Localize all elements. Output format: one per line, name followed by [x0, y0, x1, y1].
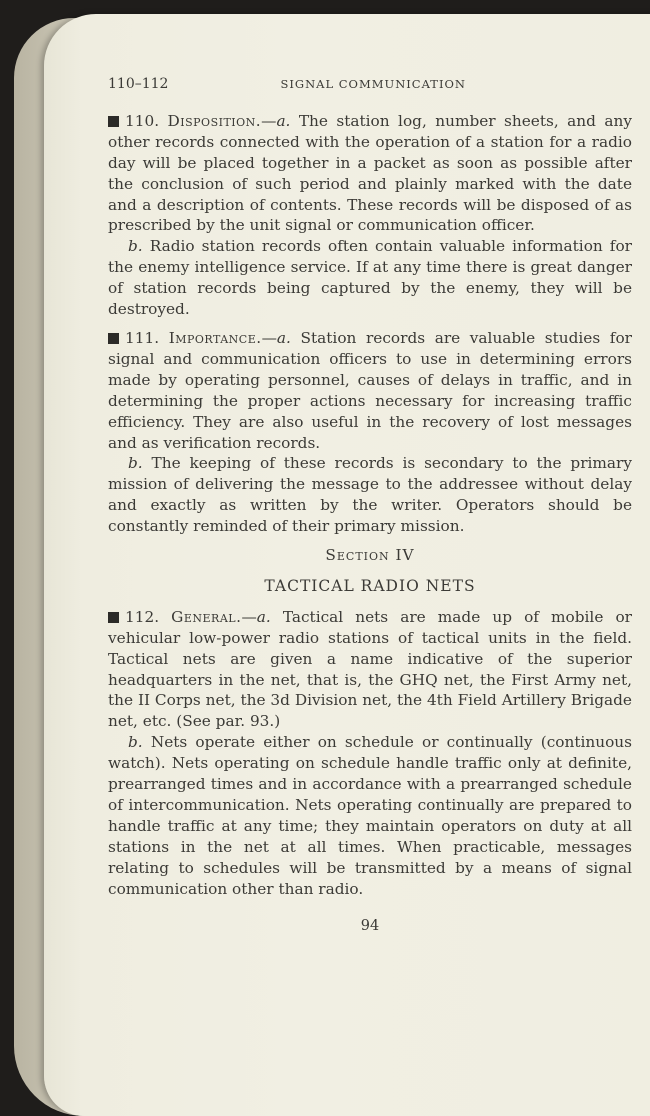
subparagraph-label: b. — [128, 237, 143, 256]
paragraph-111-b — [108, 453, 632, 537]
paragraph-text: Station records are valuable studies for signal and communication officers to use in determining errors made by operating personnel, causes of delays in traffic, and in determining the proper actions necessary for increasing traffic efficiency. They are also useful in the recovery of lost messages and as verification records. — [108, 328, 632, 452]
paragraph-title: Disposition. — [167, 111, 262, 130]
paragraph-112-b — [108, 732, 632, 899]
paragraph-marker-icon — [108, 612, 119, 623]
paragraph-111-a — [108, 328, 632, 453]
paragraph-110 — [108, 111, 632, 320]
running-title: SIGNAL COMMUNICATION — [280, 77, 466, 91]
paragraph-112-a — [108, 607, 632, 732]
paragraph-range: 110–112 — [108, 76, 169, 92]
paragraph-110-a — [108, 111, 632, 236]
page-content — [108, 74, 632, 936]
page-header — [108, 74, 632, 95]
title-dash: — — [261, 328, 277, 347]
title-dash: — — [241, 607, 257, 626]
section-label: Section IV — [325, 546, 415, 565]
paragraph-text: The station log, number sheets, and any other records connected with the operation of a station for a radio day will be placed together in a packet as soon as possible after the conclusion of such period and plainly marked with the date and a description of contents. These records will be disposed of as prescribed by the unit signal or communication officer. — [108, 111, 632, 235]
page-number: 94 — [360, 917, 380, 934]
paragraph-text: Nets operate either on schedule or continually (continuous watch). Nets operating on schedule handle traffic only at definite, prearranged times and in accordance with a prearranged schedule of intercommunication. Nets operating continually are prepared to handle traffic at any time; they maintain operators on duty at all stations in the net at all times. When practicable, messages relating to schedules will be transmitted by a means of signal communication other than radio. — [108, 733, 632, 898]
title-dash: — — [261, 111, 277, 130]
paragraph-110-b — [108, 236, 632, 320]
subparagraph-label: a. — [276, 111, 291, 130]
paragraph-number: 112. — [125, 607, 160, 626]
paragraph-112 — [108, 607, 632, 900]
subparagraph-label: b. — [128, 733, 143, 752]
paragraph-number: 110. — [125, 111, 160, 130]
paragraph-marker-icon — [108, 333, 119, 344]
paragraph-title: Importance. — [168, 328, 262, 347]
paragraph-number: 111. — [125, 328, 160, 347]
subparagraph-label: a. — [256, 607, 271, 626]
paragraph-111 — [108, 328, 632, 537]
subparagraph-label: b. — [128, 454, 143, 473]
paragraph-text: The keeping of these records is secondary to the primary mission of delivering the message to the addressee without delay and exactly as written by the writer. Operators should be constantly reminded of their primary mission. — [108, 454, 632, 536]
subparagraph-label: a. — [276, 328, 291, 347]
paragraph-marker-icon — [108, 116, 119, 127]
paragraph-text: Tactical nets are made up of mobile or vehicular low-power radio stations of tactical units in the field. Tactical nets are given a name indicative of the superior headquarters in the net, that is, the GHQ net, the First Army net, the II Corps net, the 3d Division net, the 4th Field Artillery Brigade net, etc. (See par. 93.) — [108, 607, 632, 731]
paragraph-text: Radio station records often contain valuable information for the enemy intelligence service. If at any time there is great danger of station records being captured by the enemy, they will be destroyed. — [108, 237, 632, 319]
section-title: TACTICAL RADIO NETS — [264, 576, 476, 595]
paragraph-title: General. — [171, 607, 242, 626]
